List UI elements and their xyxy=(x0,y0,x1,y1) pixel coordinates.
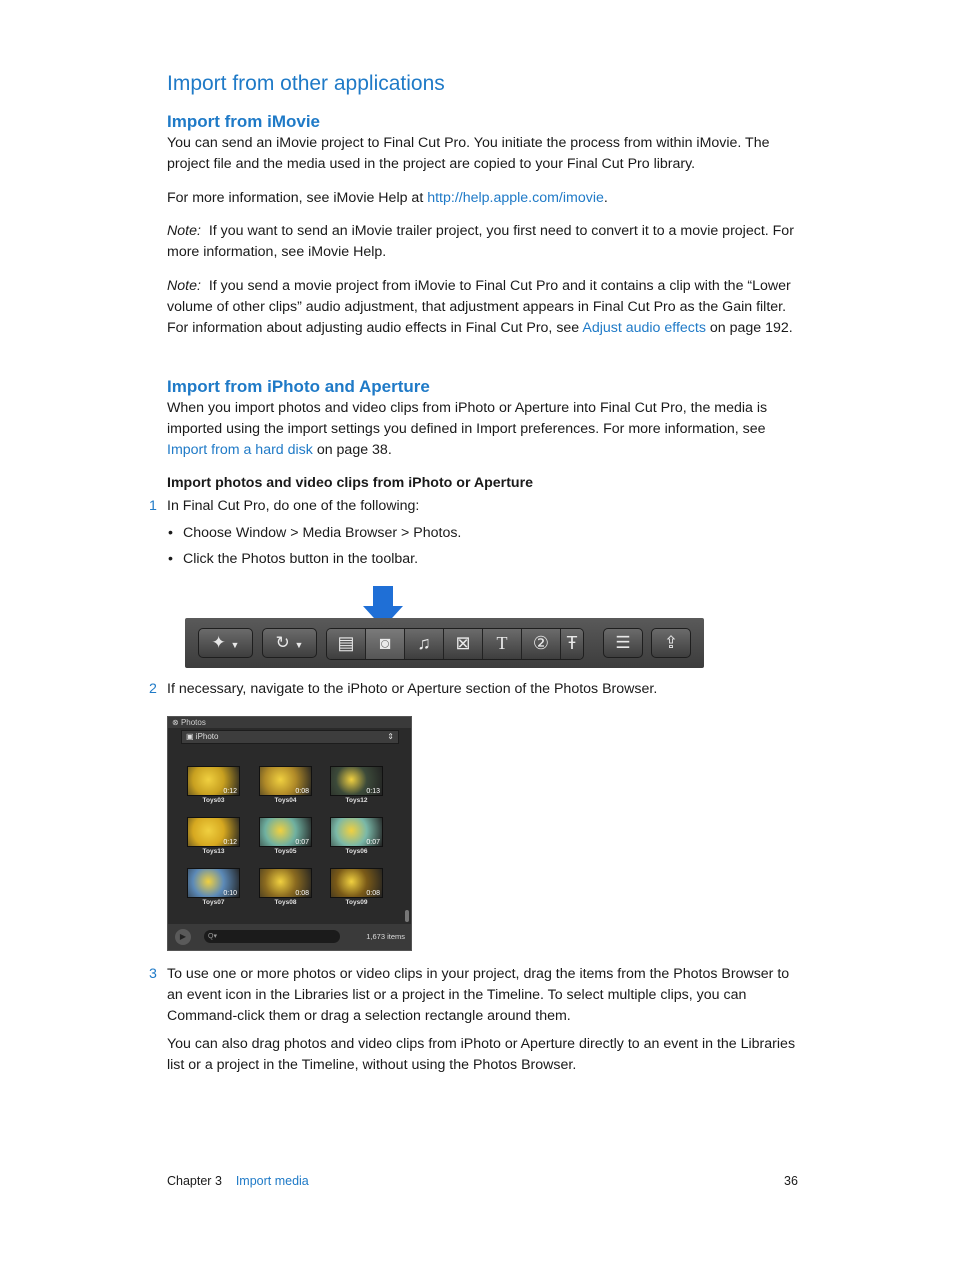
chevron-down-icon: ▼ xyxy=(230,640,240,650)
browser-footer xyxy=(168,924,411,950)
bullet-item: • Choose Window > Media Browser > Photos. xyxy=(168,525,462,541)
magic-wand-icon: ✦ xyxy=(211,633,226,652)
step-text: In Final Cut Pro, do one of the following: xyxy=(167,498,420,514)
photo-thumbnail[interactable] xyxy=(187,868,240,898)
generators-button[interactable] xyxy=(522,629,561,659)
help-text: For more information, see iMovie Help at xyxy=(167,190,428,206)
browser-title: Photos xyxy=(180,718,206,727)
step-text: To use one or more photos or video clips in your project, drag the items from the Photos Browser to an event icon in the Libraries list or a project in the Timeline. To select multiple clips, you can Command-click them or drag a selection rectangle around them. xyxy=(167,966,790,1024)
step-3 xyxy=(149,964,807,1027)
section-heading-imovie: Import from iMovie xyxy=(167,112,321,131)
bullet-text: Click the Photos button in the toolbar. xyxy=(183,551,419,567)
titles-button[interactable] xyxy=(483,629,522,659)
note-label: Note: xyxy=(167,223,201,239)
share-button[interactable] xyxy=(651,628,691,658)
thumbnail-label: Toys05 xyxy=(274,848,297,855)
iphoto-paragraph xyxy=(167,398,807,461)
clip-duration: 0:12 xyxy=(223,839,237,846)
clip-duration: 0:08 xyxy=(366,890,380,897)
camera-icon: ◙ xyxy=(379,633,391,653)
photo-thumbnail[interactable] xyxy=(330,766,383,796)
photo-thumbnail[interactable] xyxy=(259,868,312,898)
help-text-end: . xyxy=(603,190,608,206)
adjust-audio-link[interactable]: Adjust audio effects xyxy=(582,320,706,336)
photos-browser-screenshot xyxy=(167,716,412,951)
clip-duration: 0:07 xyxy=(295,839,309,846)
thumbnail-label: Toys13 xyxy=(202,848,225,855)
iphoto-icon: ▣ xyxy=(186,732,194,741)
clip-duration: 0:08 xyxy=(295,788,309,795)
photos-button[interactable] xyxy=(366,629,405,659)
note-gain xyxy=(167,276,807,339)
note-trailer xyxy=(167,221,807,263)
thumbnail-label: Toys12 xyxy=(345,797,368,804)
transition-icon: ⊠ xyxy=(455,633,471,653)
item-count: 1,673 items xyxy=(366,932,405,941)
inspector-button[interactable] xyxy=(603,628,643,658)
title-icon: T xyxy=(496,633,508,653)
step-text: If necessary, navigate to the iPhoto or Aperture section of the Photos Browser. xyxy=(167,681,658,697)
step-number: 3 xyxy=(149,966,157,982)
step-number: 2 xyxy=(149,681,157,697)
chevron-down-icon: ▼ xyxy=(294,640,304,650)
source-popup[interactable] xyxy=(181,730,399,744)
note-text: If you send a movie project from iMovie to Final Cut Pro and it contains a clip with the “Lower volume of other clips” audio adjustment, that adjustment appears in Final Cut Pro as the Gain filter. For information about adjusting audio effects in Final Cut Pro, see xyxy=(167,278,791,336)
note-text: If you want to send an iMovie trailer project, you first need to convert it to a movie project. For more information, see iMovie Help. xyxy=(167,223,794,260)
chevron-updown-icon: ⇕ xyxy=(387,732,394,741)
retime-button[interactable] xyxy=(262,628,317,658)
clip-duration: 0:12 xyxy=(223,788,237,795)
transitions-button[interactable] xyxy=(444,629,483,659)
share-icon: ⇪ xyxy=(663,633,679,652)
page-title: Import from other applications xyxy=(167,72,445,95)
thumbnail-label: Toys04 xyxy=(274,797,297,804)
photo-thumbnail[interactable] xyxy=(259,817,312,847)
scrollbar[interactable] xyxy=(405,910,409,922)
retime-icon: ↻ xyxy=(275,633,290,652)
imovie-help-paragraph xyxy=(167,188,807,209)
clip-duration: 0:13 xyxy=(366,788,380,795)
film-icon: ▤ xyxy=(337,633,355,653)
play-icon: ▶ xyxy=(179,932,187,941)
page-number: 36 xyxy=(784,1174,798,1188)
task-title: Import photos and video clips from iPhoto or Aperture xyxy=(167,475,533,491)
music-note-icon: ♫ xyxy=(417,633,431,653)
note-text-end: on page 192. xyxy=(705,320,793,336)
photo-thumbnail[interactable] xyxy=(187,817,240,847)
iphoto-text: When you import photos and video clips from iPhoto or Aperture into Final Cut Pro, the media is imported using the import settings you defined in Import preferences. For more information, see xyxy=(167,400,768,437)
music-button[interactable] xyxy=(405,629,444,659)
thumbnail-label: Toys09 xyxy=(345,899,368,906)
photo-thumbnail[interactable] xyxy=(330,817,383,847)
clip-duration: 0:08 xyxy=(295,890,309,897)
search-field[interactable]: Q▾ xyxy=(204,930,340,943)
magic-wand-button[interactable] xyxy=(198,628,253,658)
thumbnail-label: Toys03 xyxy=(202,797,225,804)
bullet-item: • Click the Photos button in the toolbar. xyxy=(168,551,419,567)
source-label: iPhoto xyxy=(195,732,219,741)
note-label: Note: xyxy=(167,278,201,294)
chapter-label: Chapter 3 xyxy=(167,1174,222,1188)
themes-button[interactable] xyxy=(561,629,583,659)
photo-thumbnail[interactable] xyxy=(330,868,383,898)
media-segmented-control xyxy=(326,628,584,660)
step-1 xyxy=(149,496,807,517)
theme-icon: Ŧ xyxy=(566,633,578,653)
generator-icon: ② xyxy=(532,633,550,653)
browser-header xyxy=(168,717,411,728)
thumbnail-label: Toys07 xyxy=(202,899,225,906)
step-number: 1 xyxy=(149,498,157,514)
step-2 xyxy=(149,679,807,700)
section-heading-iphoto: Import from iPhoto and Aperture xyxy=(167,377,430,396)
thumbnail-label: Toys06 xyxy=(345,848,368,855)
imovie-paragraph: You can send an iMovie project to Final Cut Pro. You initiate the process from within iMovie. The project file and the media used in the project are copied to your Final Cut Pro library. xyxy=(167,135,770,172)
clip-duration: 0:10 xyxy=(223,890,237,897)
chapter-link[interactable]: Import media xyxy=(235,1174,309,1188)
inspector-icon: ☰ xyxy=(615,633,631,652)
import-hard-disk-link[interactable]: Import from a hard disk xyxy=(167,442,313,458)
thumbnail-label: Toys08 xyxy=(274,899,297,906)
closing-paragraph: You can also drag photos and video clips from iPhoto or Aperture directly to an event in the Libraries list or a project in the Timeline, without using the Photos Browser. xyxy=(167,1036,796,1073)
photo-thumbnail[interactable] xyxy=(187,766,240,796)
toolbar-screenshot xyxy=(185,618,704,668)
close-icon[interactable]: ⊗ xyxy=(172,718,179,727)
film-browser-button[interactable] xyxy=(327,629,366,659)
iphoto-text-end: on page 38. xyxy=(312,442,392,458)
clip-duration: 0:07 xyxy=(366,839,380,846)
footer-chapter xyxy=(167,1174,309,1188)
bullet-text: Choose Window > Media Browser > Photos. xyxy=(183,525,462,541)
imovie-help-link[interactable]: http://help.apple.com/imovie xyxy=(427,190,604,206)
play-button[interactable] xyxy=(175,929,191,945)
photo-thumbnail[interactable] xyxy=(259,766,312,796)
